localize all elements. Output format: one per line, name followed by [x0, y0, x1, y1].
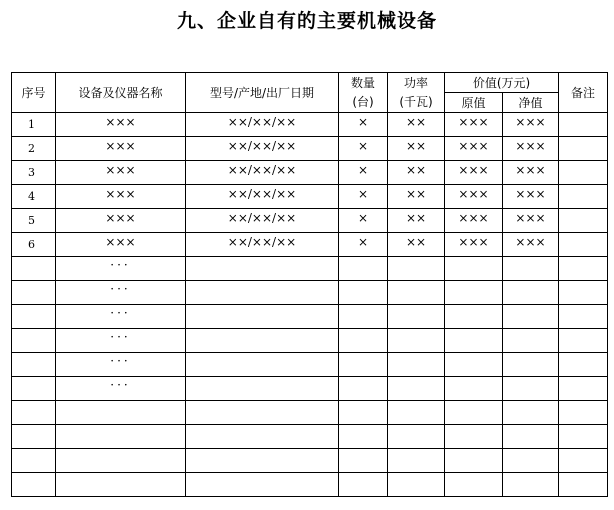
cell-net-value — [503, 425, 559, 449]
cell-index — [12, 449, 56, 473]
cell-net-value — [503, 281, 559, 305]
cell-power — [388, 305, 445, 329]
table-row — [12, 113, 608, 137]
cell-index — [12, 281, 56, 305]
cell-original-value: ××× — [445, 233, 503, 257]
cell-quantity — [339, 329, 388, 353]
cell-net-value: ××× — [503, 233, 559, 257]
cell-model — [186, 353, 339, 377]
cell-net-value: ××× — [503, 113, 559, 137]
cell-model — [186, 425, 339, 449]
cell-model — [186, 329, 339, 353]
cell-name — [56, 425, 186, 449]
cell-index: 2 — [12, 137, 56, 161]
table-row — [12, 233, 608, 257]
cell-net-value — [503, 257, 559, 281]
header-quantity-unit: (台) — [352, 94, 374, 109]
cell-name: ××× — [56, 137, 186, 161]
header-power — [388, 73, 445, 113]
cell-original-value — [445, 281, 503, 305]
cell-original-value — [445, 473, 503, 497]
cell-name: ··· — [56, 305, 186, 329]
cell-quantity — [339, 281, 388, 305]
cell-model — [186, 449, 339, 473]
cell-power — [388, 449, 445, 473]
cell-net-value — [503, 305, 559, 329]
cell-remark — [559, 449, 608, 473]
cell-original-value — [445, 425, 503, 449]
cell-original-value — [445, 401, 503, 425]
cell-power: ×× — [388, 233, 445, 257]
cell-name: ××× — [56, 209, 186, 233]
table-row — [12, 353, 608, 377]
cell-power: ×× — [388, 185, 445, 209]
header-original-value: 原值 — [445, 93, 503, 113]
table-row — [12, 305, 608, 329]
header-power-unit: (千瓦) — [399, 94, 433, 109]
cell-power — [388, 353, 445, 377]
header-quantity-label: 数量 — [350, 75, 375, 90]
cell-power: ×× — [388, 137, 445, 161]
table-row — [12, 161, 608, 185]
cell-index — [12, 329, 56, 353]
cell-index: 5 — [12, 209, 56, 233]
cell-index — [12, 305, 56, 329]
cell-model — [186, 401, 339, 425]
header-model: 型号/产地/出厂日期 — [186, 73, 339, 113]
cell-remark — [559, 137, 608, 161]
equipment-table — [11, 72, 608, 497]
table-row — [12, 449, 608, 473]
header-index: 序号 — [12, 73, 56, 113]
cell-quantity: × — [339, 161, 388, 185]
cell-index: 3 — [12, 161, 56, 185]
header-power-label: 功率 — [403, 75, 428, 90]
cell-quantity — [339, 449, 388, 473]
cell-remark — [559, 233, 608, 257]
cell-remark — [559, 257, 608, 281]
cell-index — [12, 377, 56, 401]
cell-original-value — [445, 353, 503, 377]
cell-power: ×× — [388, 209, 445, 233]
cell-remark — [559, 113, 608, 137]
cell-power — [388, 473, 445, 497]
cell-power — [388, 425, 445, 449]
cell-original-value — [445, 377, 503, 401]
cell-power — [388, 401, 445, 425]
cell-original-value: ××× — [445, 137, 503, 161]
header-row-top — [12, 73, 608, 93]
cell-quantity — [339, 377, 388, 401]
cell-model: ××/××/×× — [186, 161, 339, 185]
cell-index — [12, 353, 56, 377]
cell-name — [56, 401, 186, 425]
cell-quantity: × — [339, 209, 388, 233]
cell-quantity: × — [339, 185, 388, 209]
cell-quantity: × — [339, 137, 388, 161]
cell-model — [186, 473, 339, 497]
cell-index — [12, 257, 56, 281]
cell-net-value — [503, 353, 559, 377]
cell-original-value: ××× — [445, 209, 503, 233]
table-row — [12, 425, 608, 449]
table-row — [12, 185, 608, 209]
cell-quantity — [339, 257, 388, 281]
header-name: 设备及仪器名称 — [56, 73, 186, 113]
cell-remark — [559, 473, 608, 497]
cell-remark — [559, 425, 608, 449]
table-row — [12, 401, 608, 425]
cell-name — [56, 449, 186, 473]
cell-index — [12, 401, 56, 425]
cell-name — [56, 473, 186, 497]
cell-original-value: ××× — [445, 185, 503, 209]
cell-name: ··· — [56, 281, 186, 305]
cell-index — [12, 425, 56, 449]
cell-model: ××/××/×× — [186, 185, 339, 209]
cell-remark — [559, 401, 608, 425]
cell-index: 4 — [12, 185, 56, 209]
cell-net-value — [503, 329, 559, 353]
cell-net-value: ××× — [503, 209, 559, 233]
cell-remark — [559, 377, 608, 401]
cell-net-value — [503, 449, 559, 473]
cell-original-value: ××× — [445, 161, 503, 185]
cell-original-value — [445, 329, 503, 353]
cell-name: ××× — [56, 185, 186, 209]
cell-original-value — [445, 257, 503, 281]
cell-quantity — [339, 353, 388, 377]
table-row — [12, 473, 608, 497]
table-row — [12, 209, 608, 233]
cell-remark — [559, 161, 608, 185]
cell-index: 1 — [12, 113, 56, 137]
cell-quantity — [339, 401, 388, 425]
cell-remark — [559, 209, 608, 233]
cell-quantity — [339, 473, 388, 497]
cell-quantity — [339, 305, 388, 329]
cell-name: ··· — [56, 377, 186, 401]
cell-remark — [559, 353, 608, 377]
cell-model — [186, 305, 339, 329]
header-quantity — [339, 73, 388, 113]
cell-net-value: ××× — [503, 185, 559, 209]
cell-model: ××/××/×× — [186, 113, 339, 137]
table-row — [12, 257, 608, 281]
table-row — [12, 281, 608, 305]
cell-quantity — [339, 425, 388, 449]
table-row — [12, 377, 608, 401]
page-title: 九、企业自有的主要机械设备 — [176, 10, 437, 32]
cell-remark — [559, 185, 608, 209]
cell-net-value: ××× — [503, 161, 559, 185]
cell-model — [186, 281, 339, 305]
cell-name: ··· — [56, 257, 186, 281]
cell-net-value — [503, 473, 559, 497]
cell-net-value: ××× — [503, 137, 559, 161]
table-row — [12, 329, 608, 353]
cell-name: ··· — [56, 353, 186, 377]
header-remark: 备注 — [559, 73, 608, 113]
cell-model: ××/××/×× — [186, 209, 339, 233]
cell-remark — [559, 281, 608, 305]
header-net-value: 净值 — [503, 93, 559, 113]
header-value: 价值(万元) — [445, 73, 559, 93]
cell-net-value — [503, 401, 559, 425]
cell-model: ××/××/×× — [186, 137, 339, 161]
cell-model — [186, 377, 339, 401]
cell-original-value — [445, 305, 503, 329]
cell-quantity: × — [339, 113, 388, 137]
cell-power — [388, 257, 445, 281]
cell-original-value: ××× — [445, 113, 503, 137]
cell-index — [12, 473, 56, 497]
cell-name: ××× — [56, 161, 186, 185]
cell-power: ×× — [388, 161, 445, 185]
cell-remark — [559, 305, 608, 329]
cell-power — [388, 377, 445, 401]
cell-name: ××× — [56, 113, 186, 137]
cell-index: 6 — [12, 233, 56, 257]
cell-power — [388, 281, 445, 305]
cell-power — [388, 329, 445, 353]
cell-power: ×× — [388, 113, 445, 137]
table-body — [12, 113, 608, 497]
cell-name: ··· — [56, 329, 186, 353]
cell-quantity: × — [339, 233, 388, 257]
cell-net-value — [503, 377, 559, 401]
table-row — [12, 137, 608, 161]
cell-model: ××/××/×× — [186, 233, 339, 257]
cell-name: ××× — [56, 233, 186, 257]
cell-original-value — [445, 449, 503, 473]
cell-model — [186, 257, 339, 281]
cell-remark — [559, 329, 608, 353]
